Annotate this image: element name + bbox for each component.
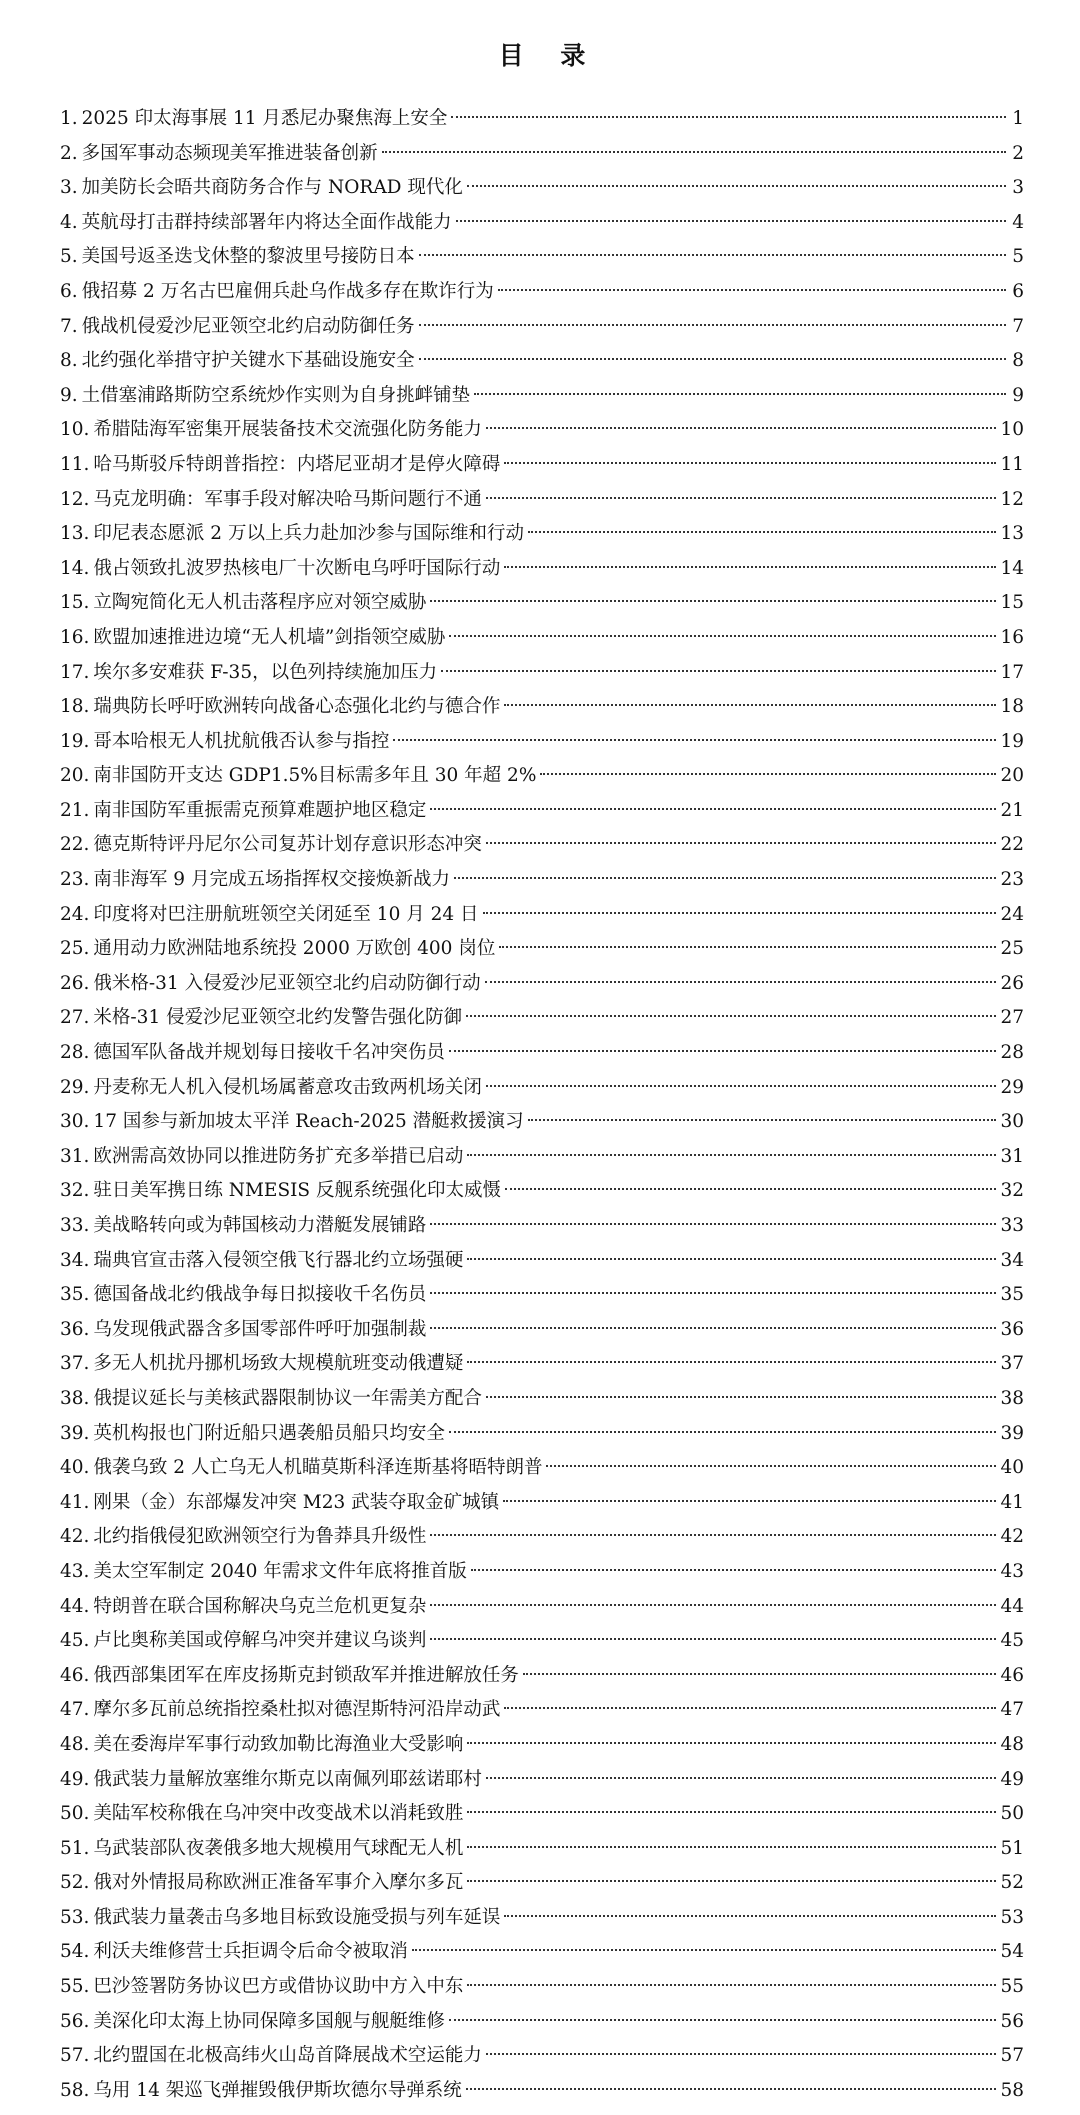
toc-dot-leader: [467, 1361, 996, 1363]
toc-dot-leader: [454, 877, 996, 879]
toc-entry-number: 24.: [60, 903, 90, 925]
toc-entry[interactable]: [60, 1209, 1024, 1244]
toc-entry-title: 加美防长会晤共商防务合作与 NORAD 现代化: [81, 177, 463, 199]
toc-entry-title: 印尼表态愿派 2 万以上兵力赴加沙参与国际维和行动: [93, 523, 524, 545]
toc-entry-number: 56.: [60, 2010, 90, 2032]
toc-entry-title: 乌用 14 架巡飞弹摧毁俄伊斯坎德尔导弹系统: [93, 2079, 462, 2101]
toc-entry-number: 55.: [60, 1976, 90, 1998]
toc-entry-number: 41.: [60, 1491, 90, 1513]
toc-entry[interactable]: [60, 1970, 1024, 2005]
toc-dot-leader: [449, 635, 996, 637]
toc-entry-title: 特朗普在联合国称解决乌克兰危机更复杂: [93, 1595, 427, 1617]
toc-entry-title: 丹麦称无人机入侵机场属蓄意攻击致两机场关闭: [93, 1076, 482, 1098]
toc-entry-number: 8.: [60, 350, 78, 372]
toc-entry-title: 俄占领致扎波罗热核电厂十次断电乌呼吁国际行动: [93, 557, 501, 579]
toc-dot-leader: [540, 773, 996, 775]
toc-entry[interactable]: [60, 1555, 1024, 1590]
toc-dot-leader: [430, 1604, 996, 1606]
toc-dot-leader: [430, 1638, 996, 1640]
toc-entry-page: 43: [1000, 1560, 1024, 1582]
toc-entry-number: 1.: [60, 108, 78, 129]
toc-dot-leader: [486, 427, 997, 429]
toc-entry-page: 54: [1000, 1941, 1024, 1963]
toc-entry-page: 53: [1000, 1906, 1024, 1928]
toc-entry-page: 8: [1012, 350, 1024, 372]
toc-entry-title: 俄对外情报局称欧洲正准备军事介入摩尔多瓦: [93, 1872, 464, 1894]
toc-entry[interactable]: [60, 310, 1024, 345]
toc-entry[interactable]: [60, 171, 1024, 206]
toc-dot-leader: [430, 1223, 996, 1225]
toc-entry-number: 2.: [60, 142, 78, 164]
toc-entry-title: 南非国防开支达 GDP1.5%目标需多年且 30 年超 2%: [93, 765, 537, 787]
toc-entry-title: 乌武装部队夜袭俄多地大规模用气球配无人机: [93, 1837, 464, 1859]
toc-entry-title: 俄米格-31 入侵爱沙尼亚领空北约启动防御行动: [93, 972, 481, 994]
toc-entry-number: 17.: [60, 661, 90, 683]
toc-dot-leader: [449, 2019, 997, 2021]
toc-dot-leader: [456, 220, 1006, 222]
toc-entry-page: 48: [1000, 1733, 1024, 1755]
toc-entry[interactable]: [60, 206, 1024, 241]
toc-dot-leader: [486, 1777, 997, 1779]
toc-dot-leader: [466, 2088, 997, 2090]
toc-dot-leader: [528, 531, 996, 533]
toc-entry-number: 38.: [60, 1387, 90, 1409]
toc-dot-leader: [467, 1154, 996, 1156]
toc-entry-number: 29.: [60, 1076, 90, 1098]
toc-entry[interactable]: [60, 1520, 1024, 1555]
toc-entry-number: 20.: [60, 765, 90, 787]
toc-dot-leader: [441, 670, 996, 672]
toc-entry-page: 6: [1012, 280, 1024, 302]
toc-dot-leader: [499, 946, 996, 948]
toc-dot-leader: [419, 324, 1006, 326]
toc-entry-number: 18.: [60, 696, 90, 718]
toc-entry[interactable]: [60, 102, 1024, 137]
toc-entry-page: 17: [1000, 661, 1024, 683]
toc-entry-title: 美在委海岸军事行动致加勒比海渔业大受影响: [93, 1733, 464, 1755]
toc-entry-number: 50.: [60, 1803, 90, 1825]
toc-entry-page: 34: [1000, 1249, 1024, 1271]
toc-entry-number: 51.: [60, 1837, 90, 1859]
toc-entry-page: 33: [1000, 1215, 1024, 1236]
toc-entry-title: 摩尔多瓦前总统指控桑杜拟对德涅斯特河沿岸动武: [93, 1699, 501, 1721]
toc-entry-page: 40: [1000, 1457, 1024, 1479]
toc-dot-leader: [412, 1949, 997, 1951]
toc-entry-number: 37.: [60, 1353, 90, 1375]
toc-entry-title: 北约指俄侵犯欧洲领空行为鲁莽具升级性: [93, 1526, 427, 1548]
toc-dot-leader: [382, 151, 1006, 153]
toc-entry[interactable]: [60, 932, 1024, 967]
toc-entry-number: 26.: [60, 972, 90, 994]
toc-entry[interactable]: [60, 137, 1024, 172]
toc-entry-title: 印度将对巴注册航班领空关闭延至 10 月 24 日: [93, 903, 479, 925]
toc-entry-title: 美深化印太海上协同保障多国舰与舰艇维修: [93, 2010, 445, 2032]
toc-dot-leader: [419, 254, 1006, 256]
toc-entry-number: 21.: [60, 799, 90, 821]
toc-entry-page: 21: [1000, 799, 1024, 821]
toc-dot-leader: [523, 1673, 997, 1675]
toc-dot-leader: [485, 981, 997, 983]
toc-entry-number: 9.: [60, 384, 78, 406]
toc-entry-title: 哈马斯驳斥特朗普指控：内塔尼亚胡才是停火障碍: [93, 453, 501, 475]
toc-dot-leader: [486, 2053, 997, 2055]
toc-entry-page: 39: [1000, 1422, 1024, 1444]
toc-dot-leader: [486, 1396, 997, 1398]
toc-entry-title: 俄袭乌致 2 人亡乌无人机瞄莫斯科泽连斯基将晤特朗普: [93, 1457, 543, 1479]
toc-entry-title: 多无人机扰丹挪机场致大规模航班变动俄遭疑: [93, 1353, 464, 1375]
toc-entry-page: 30: [1000, 1111, 1024, 1133]
toc-entry-title: 俄武装力量解放塞维尔斯克以南佩列耶兹诺耶村: [93, 1768, 482, 1790]
toc-dot-leader: [449, 1050, 997, 1052]
page-title: 目 录: [498, 41, 600, 70]
toc-entry-page: 2: [1012, 142, 1024, 164]
toc-entry-title: 美陆军校称俄在乌冲突中改变战术以消耗致胜: [93, 1803, 464, 1825]
toc-entry-number: 12.: [60, 488, 90, 510]
toc-entry[interactable]: [60, 413, 1024, 448]
toc-entry-page: 35: [1000, 1284, 1024, 1306]
toc-entry-page: 45: [1000, 1630, 1024, 1652]
toc-dot-leader: [486, 497, 997, 499]
toc-entry[interactable]: [60, 2039, 1024, 2074]
toc-entry-page: 44: [1000, 1595, 1024, 1617]
toc-entry-number: 44.: [60, 1595, 90, 1617]
toc-list: [60, 102, 1024, 2108]
toc-entry-number: 16.: [60, 626, 90, 648]
toc-dot-leader: [467, 1811, 996, 1813]
toc-entry-number: 27.: [60, 1007, 90, 1029]
toc-dot-leader: [467, 185, 1006, 187]
toc-entry-number: 42.: [60, 1526, 90, 1548]
toc-entry[interactable]: [60, 1693, 1024, 1728]
toc-entry-number: 3.: [60, 177, 78, 199]
toc-entry-number: 48.: [60, 1733, 90, 1755]
toc-entry-page: 36: [1000, 1318, 1024, 1340]
toc-entry[interactable]: [60, 621, 1024, 656]
toc-entry[interactable]: [60, 1486, 1024, 1521]
toc-entry[interactable]: [60, 240, 1024, 275]
toc-entry-page: 13: [1000, 523, 1024, 545]
toc-entry-title: 哥本哈根无人机扰航俄否认参与指控: [93, 730, 390, 752]
toc-entry-number: 49.: [60, 1768, 90, 1790]
toc-entry-number: 52.: [60, 1872, 90, 1894]
toc-entry-number: 32.: [60, 1180, 90, 1202]
toc-entry-number: 36.: [60, 1318, 90, 1340]
toc-entry-number: 19.: [60, 730, 90, 752]
toc-entry-title: 德国备战北约俄战争每日拟接收千名伤员: [93, 1284, 427, 1306]
toc-entry-page: 52: [1000, 1872, 1024, 1894]
toc-dot-leader: [430, 1292, 996, 1294]
toc-entry[interactable]: [60, 344, 1024, 379]
toc-entry-title: 德国军队备战并规划每日接收千名冲突伤员: [93, 1042, 445, 1064]
toc-dot-leader: [467, 1846, 996, 1848]
toc-entry-number: 30.: [60, 1111, 90, 1133]
toc-entry-page: 3: [1012, 177, 1024, 199]
toc-entry-title: 英机构报也门附近船只遇袭船员船只均安全: [93, 1422, 445, 1444]
toc-entry[interactable]: [60, 1728, 1024, 1763]
toc-dot-leader: [449, 1431, 997, 1433]
toc-entry-page: 14: [1000, 557, 1024, 579]
toc-entry-number: 46.: [60, 1664, 90, 1686]
toc-entry[interactable]: [60, 1313, 1024, 1348]
toc-dot-leader: [504, 1915, 996, 1917]
toc-entry-number: 34.: [60, 1249, 90, 1271]
toc-entry-page: 51: [1000, 1837, 1024, 1859]
toc-entry-page: 28: [1000, 1042, 1024, 1064]
toc-entry-page: 24: [1000, 903, 1024, 925]
toc-entry-page: 10: [1000, 419, 1024, 441]
toc-entry-number: 53.: [60, 1906, 90, 1928]
toc-entry[interactable]: [60, 1624, 1024, 1659]
toc-dot-leader: [430, 1327, 996, 1329]
toc-entry-title: 美国号返圣迭戈休整的黎波里号接防日本: [81, 246, 415, 268]
toc-entry-number: 43.: [60, 1560, 90, 1582]
toc-entry[interactable]: [60, 656, 1024, 691]
toc-entry-title: 瑞典官宣击落入侵领空俄飞行器北约立场强硬: [93, 1249, 464, 1271]
toc-entry-title: 俄西部集团军在库皮扬斯克封锁敌军并推进解放任务: [93, 1664, 519, 1686]
toc-entry-title: 通用动力欧洲陆地系统投 2000 万欧创 400 岗位: [93, 938, 496, 960]
toc-entry[interactable]: [60, 794, 1024, 829]
toc-entry-number: 13.: [60, 523, 90, 545]
toc-entry-number: 6.: [60, 280, 78, 302]
toc-entry-title: 巴沙签署防务协议巴方或借协议助中方入中东: [93, 1976, 464, 1998]
toc-entry[interactable]: [60, 690, 1024, 725]
toc-entry-title: 利沃夫维修营士兵拒调令后命令被取消: [93, 1941, 408, 1963]
toc-entry-title: 驻日美军携日练 NMESIS 反舰系统强化印太威慑: [93, 1180, 501, 1202]
toc-entry[interactable]: [60, 379, 1024, 414]
toc-entry-number: 47.: [60, 1699, 90, 1721]
toc-dot-leader: [430, 1534, 996, 1536]
toc-entry[interactable]: [60, 1244, 1024, 1279]
toc-entry-page: 5: [1012, 246, 1024, 268]
toc-dot-leader: [546, 1465, 996, 1467]
toc-dot-leader: [467, 1880, 996, 1882]
toc-dot-leader: [503, 1500, 996, 1502]
toc-entry-number: 23.: [60, 869, 90, 891]
toc-entry[interactable]: [60, 483, 1024, 518]
toc-entry-page: 16: [1000, 626, 1024, 648]
toc-entry-title: 埃尔多安难获 F-35，以色列持续施加压力: [93, 661, 438, 683]
toc-entry[interactable]: [60, 828, 1024, 863]
toc-dot-leader: [430, 808, 996, 810]
toc-dot-leader: [505, 1188, 996, 1190]
toc-entry-title: 德克斯特评丹尼尔公司复苏计划存意识形态冲突: [93, 834, 482, 856]
toc-entry-page: 12: [1000, 488, 1024, 510]
toc-dot-leader: [466, 1015, 996, 1017]
toc-entry-title: 立陶宛简化无人机击落程序应对领空威胁: [93, 592, 427, 614]
toc-entry[interactable]: [60, 1763, 1024, 1798]
toc-entry[interactable]: [60, 759, 1024, 794]
toc-entry-page: 47: [1000, 1699, 1024, 1721]
toc-entry-title: 希腊陆海军密集开展装备技术交流强化防务能力: [93, 419, 482, 441]
toc-entry[interactable]: [60, 2074, 1024, 2109]
toc-entry-title: 俄招募 2 万名古巴雇佣兵赴乌作战多存在欺诈行为: [81, 280, 494, 302]
toc-entry-title: 多国军事动态频现美军推进装备创新: [81, 142, 378, 164]
toc-dot-leader: [486, 842, 997, 844]
toc-entry-number: 31.: [60, 1145, 90, 1167]
toc-entry[interactable]: [60, 1174, 1024, 1209]
toc-entry-page: 20: [1000, 765, 1024, 787]
toc-entry-title: 米格-31 侵爱沙尼亚领空北约发警告强化防御: [93, 1007, 463, 1029]
toc-entry-number: 22.: [60, 834, 90, 856]
toc-entry-page: 56: [1000, 2010, 1024, 2032]
toc-entry-title: 2025 印太海事展 11 月悉尼办聚焦海上安全: [81, 108, 448, 129]
toc-entry-page: 11: [1000, 453, 1024, 475]
toc-entry-number: 15.: [60, 592, 90, 614]
toc-dot-leader: [504, 704, 996, 706]
toc-entry-number: 11.: [60, 453, 90, 475]
toc-entry-number: 7.: [60, 315, 78, 337]
toc-entry-page: 41: [1000, 1491, 1024, 1513]
toc-dot-leader: [393, 739, 996, 741]
toc-entry-page: 15: [1000, 592, 1024, 614]
toc-entry-page: 32: [1000, 1180, 1024, 1202]
toc-entry[interactable]: [60, 1001, 1024, 1036]
toc-entry-title: 俄武装力量袭击乌多地目标致设施受损与列车延误: [93, 1906, 501, 1928]
toc-entry-number: 35.: [60, 1284, 90, 1306]
toc-entry[interactable]: [60, 1590, 1024, 1625]
toc-entry[interactable]: [60, 1866, 1024, 1901]
toc-entry-page: 26: [1000, 972, 1024, 994]
toc-entry-page: 50: [1000, 1803, 1024, 1825]
toc-entry-title: 英航母打击群持续部署年内将达全面作战能力: [81, 211, 452, 233]
toc-entry-title: 俄提议延长与美核武器限制协议一年需美方配合: [93, 1387, 482, 1409]
toc-dot-leader: [430, 600, 996, 602]
toc-entry-page: 37: [1000, 1353, 1024, 1375]
toc-entry-page: 29: [1000, 1076, 1024, 1098]
toc-entry[interactable]: [60, 1036, 1024, 1071]
toc-entry-page: 58: [1000, 2079, 1024, 2101]
toc-entry-title: 刚果（金）东部爆发冲突 M23 武装夺取金矿城镇: [93, 1491, 500, 1513]
toc-entry-number: 28.: [60, 1042, 90, 1064]
toc-entry-page: 18: [1000, 696, 1024, 718]
toc-entry[interactable]: [60, 1832, 1024, 1867]
toc-entry-number: 25.: [60, 938, 90, 960]
toc-entry-page: 9: [1012, 384, 1024, 406]
toc-entry-page: 46: [1000, 1664, 1024, 1686]
toc-entry-page: 25: [1000, 938, 1024, 960]
toc-entry-page: 7: [1012, 315, 1024, 337]
toc-dot-leader: [467, 1742, 996, 1744]
toc-dot-leader: [528, 1119, 997, 1121]
toc-entry-title: 欧洲需高效协同以推进防务扩充多举措已启动: [93, 1145, 464, 1167]
toc-entry-page: 49: [1000, 1768, 1024, 1790]
toc-entry-number: 54.: [60, 1941, 90, 1963]
toc-entry-page: 1: [1012, 108, 1024, 129]
toc-entry[interactable]: [60, 1105, 1024, 1140]
toc-entry[interactable]: [60, 1659, 1024, 1694]
toc-entry-title: 17 国参与新加坡太平洋 Reach-2025 潜艇救援演习: [93, 1111, 524, 1133]
toc-entry[interactable]: [60, 1071, 1024, 1106]
toc-entry-page: 27: [1000, 1007, 1024, 1029]
toc-entry-title: 土借塞浦路斯防空系统炒作实则为自身挑衅铺垫: [81, 384, 471, 406]
toc-dot-leader: [486, 1085, 997, 1087]
toc-dot-leader: [471, 1569, 997, 1571]
toc-entry[interactable]: [60, 1382, 1024, 1417]
toc-entry-title: 美太空军制定 2040 年需求文件年底将推首版: [93, 1560, 467, 1582]
toc-entry[interactable]: [60, 967, 1024, 1002]
toc-entry-number: 5.: [60, 246, 78, 268]
toc-entry-number: 39.: [60, 1422, 90, 1444]
toc-entry-page: 38: [1000, 1387, 1024, 1409]
toc-entry[interactable]: [60, 1935, 1024, 1970]
toc-entry-title: 美战略转向或为韩国核动力潜艇发展铺路: [93, 1215, 427, 1236]
toc-entry[interactable]: [60, 1347, 1024, 1382]
toc-entry[interactable]: [60, 898, 1024, 933]
toc-entry-page: 19: [1000, 730, 1024, 752]
toc-entry-number: 40.: [60, 1457, 90, 1479]
toc-dot-leader: [419, 358, 1006, 360]
toc-entry-number: 33.: [60, 1215, 90, 1236]
toc-entry[interactable]: [60, 1417, 1024, 1452]
toc-entry[interactable]: [60, 1140, 1024, 1175]
toc-dot-leader: [504, 566, 996, 568]
toc-entry-number: 14.: [60, 557, 90, 579]
toc-entry-number: 58.: [60, 2079, 90, 2101]
toc-entry[interactable]: [60, 863, 1024, 898]
toc-entry[interactable]: [60, 1901, 1024, 1936]
toc-entry-page: 23: [1000, 869, 1024, 891]
toc-entry-title: 南非国防军重振需克预算难题护地区稳定: [93, 799, 427, 821]
toc-entry-title: 欧盟加速推进边境“无人机墙”剑指领空威胁: [93, 626, 446, 648]
toc-entry[interactable]: [60, 725, 1024, 760]
toc-entry[interactable]: [60, 1451, 1024, 1486]
toc-entry-title: 马克龙明确：军事手段对解决哈马斯问题行不通: [93, 488, 482, 510]
toc-dot-leader: [467, 1258, 996, 1260]
toc-dot-leader: [504, 462, 996, 464]
toc-dot-leader: [451, 116, 1006, 118]
toc-entry-page: 4: [1012, 211, 1024, 233]
toc-entry[interactable]: [60, 448, 1024, 483]
toc-entry-title: 瑞典防长呼吁欧洲转向战备心态强化北约与德合作: [93, 696, 501, 718]
toc-entry[interactable]: [60, 1797, 1024, 1832]
toc-entry-number: 4.: [60, 211, 78, 233]
toc-entry-title: 南非海军 9 月完成五场指挥权交接焕新战力: [93, 869, 450, 891]
toc-entry-number: 45.: [60, 1630, 90, 1652]
toc-entry-page: 42: [1000, 1526, 1024, 1548]
toc-entry-page: 22: [1000, 834, 1024, 856]
toc-entry-title: 乌发现俄武器含多国零部件呼吁加强制裁: [93, 1318, 427, 1340]
toc-entry[interactable]: [60, 1278, 1024, 1313]
toc-entry[interactable]: [60, 552, 1024, 587]
toc-entry[interactable]: [60, 275, 1024, 310]
toc-entry-page: 57: [1000, 2045, 1024, 2067]
toc-entry-number: 10.: [60, 419, 90, 441]
toc-entry-title: 北约强化举措守护关键水下基础设施安全: [81, 350, 415, 372]
toc-dot-leader: [467, 1984, 996, 1986]
toc-entry-title: 北约盟国在北极高纬火山岛首降展战术空运能力: [93, 2045, 482, 2067]
toc-dot-leader: [483, 912, 997, 914]
toc-entry[interactable]: [60, 586, 1024, 621]
toc-entry-page: 55: [1000, 1976, 1024, 1998]
toc-entry-title: 俄战机侵爱沙尼亚领空北约启动防御任务: [81, 315, 415, 337]
toc-entry-page: 31: [1000, 1145, 1024, 1167]
toc-entry[interactable]: [60, 517, 1024, 552]
toc-entry-number: 57.: [60, 2045, 90, 2067]
toc-dot-leader: [504, 1707, 996, 1709]
toc-entry-title: 卢比奥称美国或停解乌冲突并建议乌谈判: [93, 1630, 427, 1652]
toc-dot-leader: [498, 289, 1006, 291]
toc-dot-leader: [474, 393, 1006, 395]
toc-entry[interactable]: [60, 2005, 1024, 2040]
